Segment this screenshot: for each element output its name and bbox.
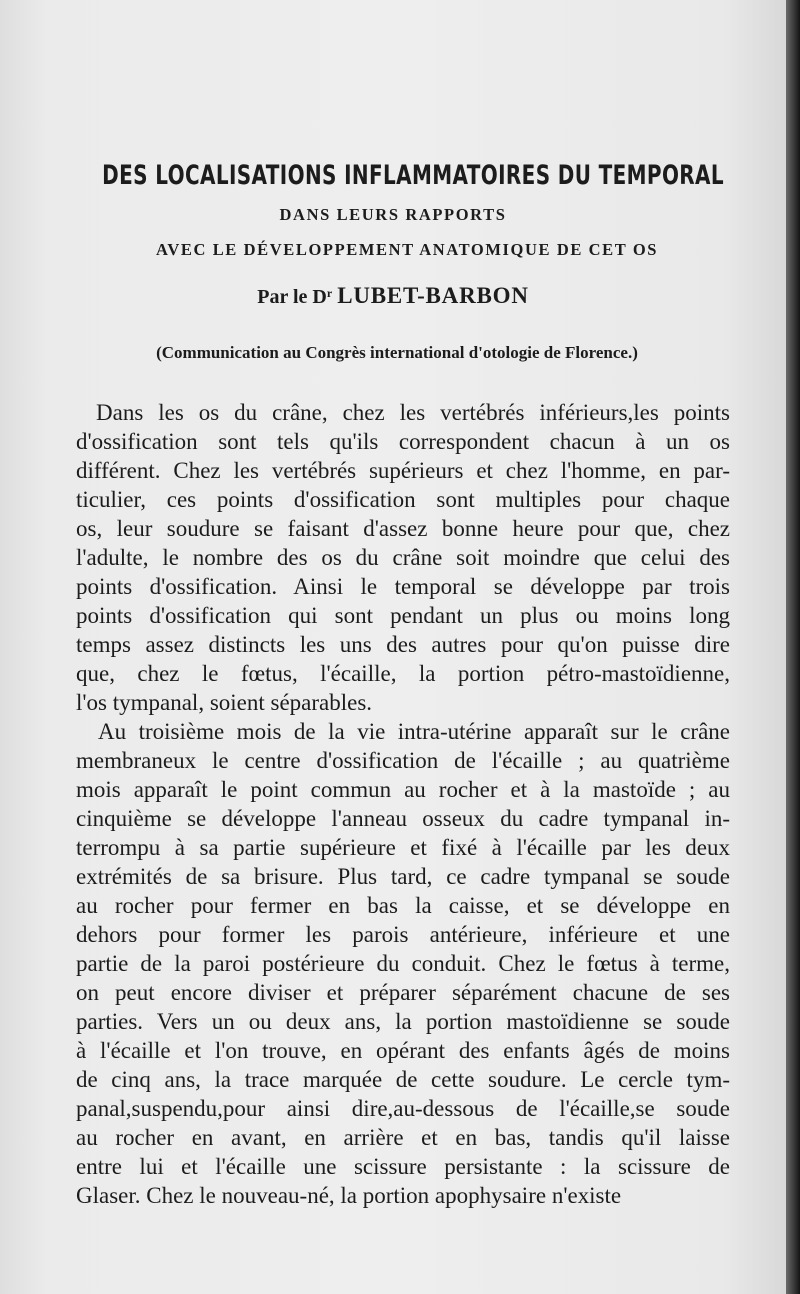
text-line: au rocher en avant, en arrière et en bas, tandis qu'il laisse xyxy=(76,1125,730,1150)
article-subtitle-line-2: AVEC LE DÉVELOPPEMENT ANATOMIQUE DE CET OS xyxy=(155,240,659,259)
text-line: entre lui et l'écaille une scissure persistante : la scissure de xyxy=(76,1154,730,1179)
body-text xyxy=(76,398,730,1210)
text-line: parties. Vers un ou deux ans, la portion mastoïdienne se soude xyxy=(76,1009,730,1034)
text-line: on peut encore diviser et préparer séparément chacune de ses xyxy=(76,980,730,1005)
text-line: mois apparaît le point commun au rocher et à la mastoïde ; au xyxy=(76,777,730,802)
text-line: d'ossification sont tels qu'ils correspondent chacun à un os xyxy=(76,429,730,454)
text-line: points d'ossification. Ainsi le temporal se développe par trois xyxy=(76,574,730,599)
text-line: temps assez distincts les uns des autres pour qu'on puisse dire xyxy=(76,632,730,657)
text-line: ticulier, ces points d'ossification sont multiples pour chaque xyxy=(76,487,730,512)
author-name: LUBET-BARBON xyxy=(337,283,529,308)
byline xyxy=(0,283,786,309)
text-line: points d'ossification qui sont pendant un plus ou moins long xyxy=(76,603,730,628)
text-line: panal,suspendu,pour ainsi dire,au-dessous de l'écaille,se soude xyxy=(76,1096,730,1121)
text-line: partie de la paroi postérieure du conduit. Chez le fœtus à terme, xyxy=(76,951,730,976)
text-line: Au troisième mois de la vie intra-utérine apparaît sur le crâne xyxy=(98,719,730,744)
text-line: différent. Chez les vertébrés supérieurs et chez l'homme, en par- xyxy=(76,458,730,483)
text-line: membraneux le centre d'ossification de l'écaille ; au quatrième xyxy=(76,748,730,773)
byline-prefix: Par le D xyxy=(257,286,327,308)
text-line: terrompu à sa partie supérieure et fixé à l'écaille par les deux xyxy=(76,835,730,860)
text-line: cinquième se développe l'anneau osseux du cadre tympanal in- xyxy=(76,806,730,831)
article-subtitle-line-1: DANS LEURS RAPPORTS xyxy=(279,205,507,224)
text-line: Dans les os du crâne, chez les vertébrés inférieurs,les points xyxy=(96,400,730,425)
text-line: dehors pour former les parois antérieure, inférieure et une xyxy=(76,922,730,947)
communication-note: (Communication au Congrès international d'otologie de Florence.) xyxy=(156,343,638,362)
text-line: os, leur soudure se faisant d'assez bonne heure pour que, chez xyxy=(76,516,730,541)
text-line: au rocher pour fermer en bas la caisse, et se développe en xyxy=(76,893,730,918)
byline-superscript: r xyxy=(326,286,333,300)
text-line: que, chez le fœtus, l'écaille, la portion pétro-mastoïdienne, xyxy=(76,661,730,686)
text-line: de cinq ans, la trace marquée de cette soudure. Le cercle tym- xyxy=(76,1067,730,1092)
article-title: DES LOCALISATIONS INFLAMMATOIRES DU TEMPORAL xyxy=(102,160,724,191)
text-line: l'adulte, le nombre des os du crâne soit moindre que celui des xyxy=(76,545,730,570)
text-line: Glaser. Chez le nouveau-né, la portion apophysaire n'existe xyxy=(76,1183,622,1208)
text-line: extrémités de sa brisure. Plus tard, ce cadre tympanal se soude xyxy=(76,864,730,889)
text-line: l'os tympanal, soient séparables. xyxy=(76,690,373,715)
text-line: à l'écaille et l'on trouve, en opérant des enfants âgés de moins xyxy=(76,1038,730,1063)
page-edge-shadow xyxy=(786,0,800,1294)
